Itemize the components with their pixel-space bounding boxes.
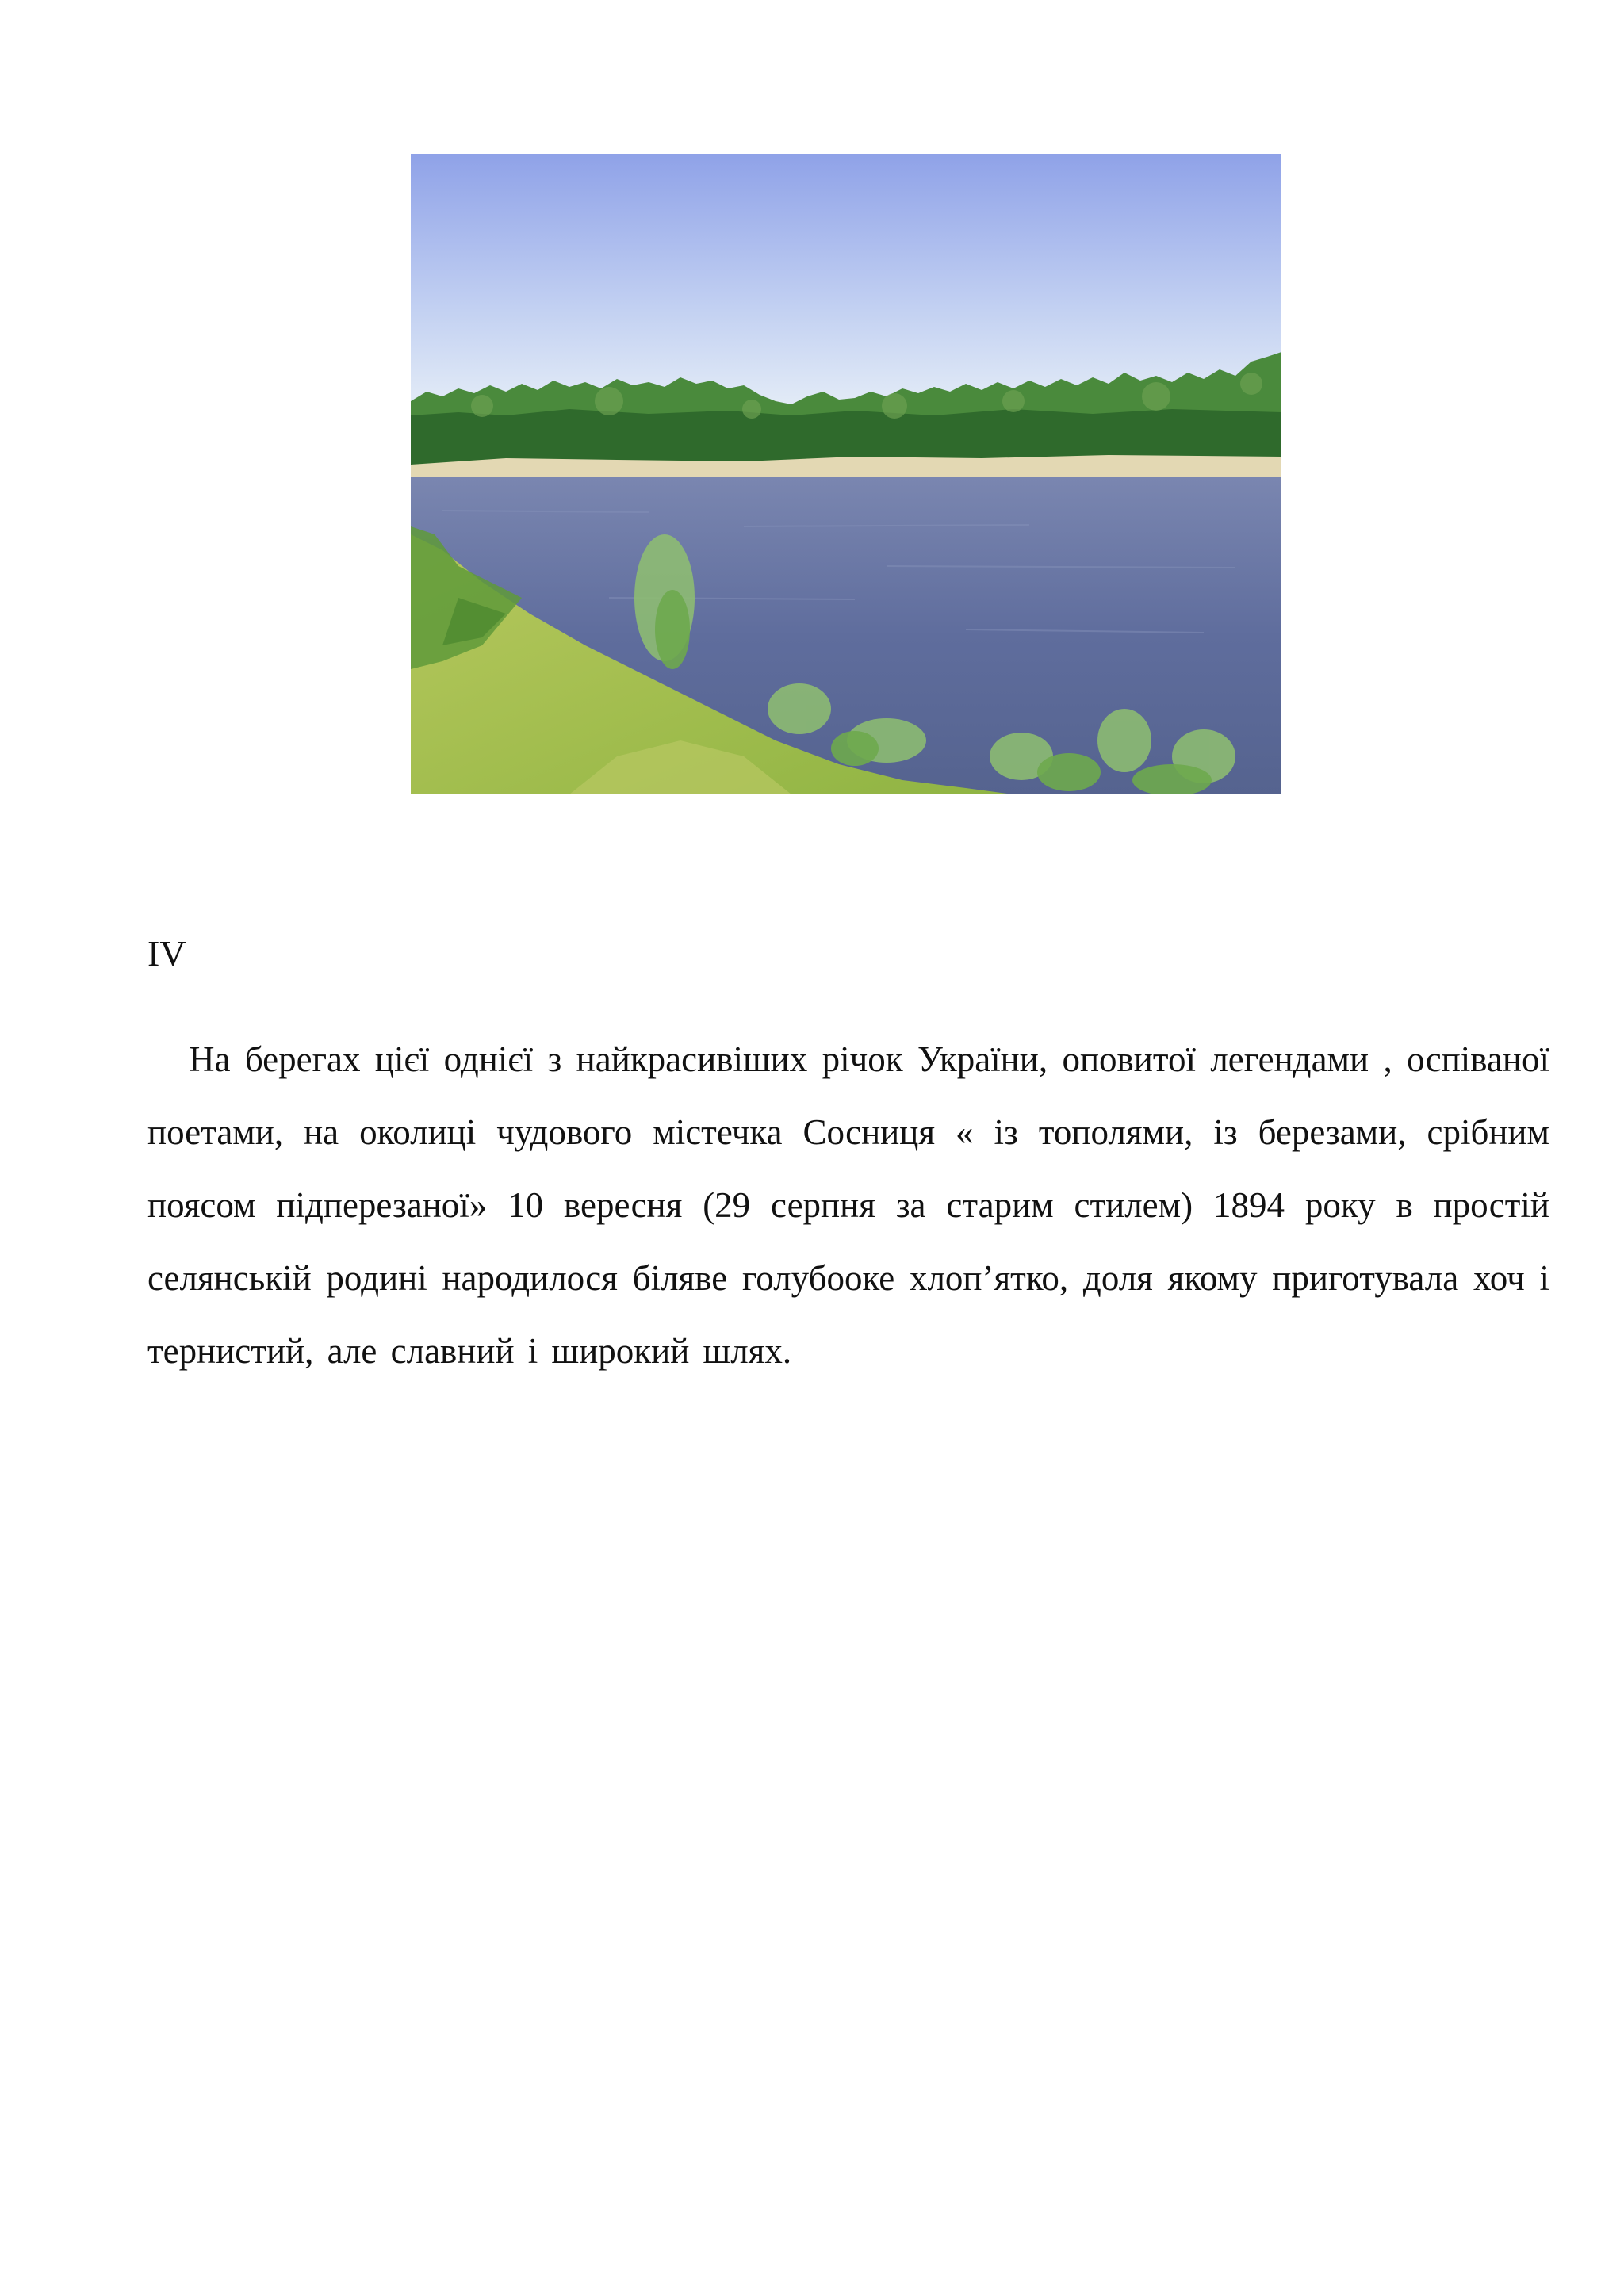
body-paragraph: На берегах цієї однієї з найкрасивіших річок України, оповитої легендами , оспіваної поетами, на околиці чудового містечка Сосниця « із тополями, із березами, срібним поясом підперезаної» 10 вересня (29 серпня за старим стилем) 1894 року в простій селянській родині народилося біляве голубооке хлоп’ятко, доля якому приготувала хоч і тернистий, але славний і широкий шлях.	[147, 1039, 1549, 1371]
section-number: IV	[147, 933, 186, 974]
river-landscape-photo	[411, 154, 1281, 794]
